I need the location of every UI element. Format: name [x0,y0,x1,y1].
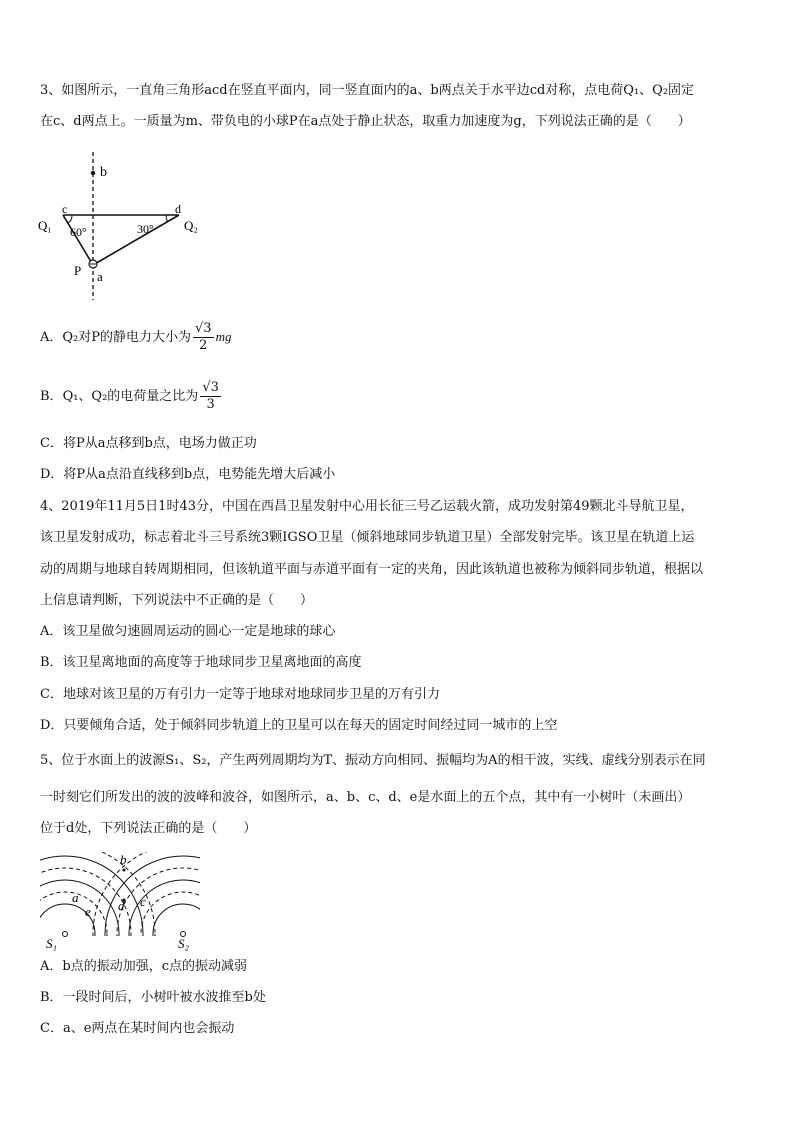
q3-option-a-text: Q₂对P的静电力大小为 [62,330,192,345]
q3-label-q2: Q₂ [184,218,198,233]
q3-label-b: b [100,165,107,180]
q5-source-s1 [63,932,68,937]
q4-option-c[interactable]: C．地球对该卫星的万有引力一定等于地球对地球同步卫星的万有引力 [40,687,440,702]
q4-option-b[interactable]: B．该卫星离地面的高度等于地球同步卫星离地面的高度 [40,655,362,670]
q5-stem-line1: 5、位于水面上的波源S₁、S₂，产生两列周期均为T、振动方向相同、振幅均为A的相干波，实线、虚线分别表示在同 [40,753,706,768]
q3-option-b-prefix: B． [40,389,63,404]
q4-stem-line1: 4、2019年11月5日1时43分，中国在西昌卫星发射中心用长征三号乙运载火箭，成功发射第49颗北斗导航卫星， [40,499,694,514]
q5-label-e: e [85,904,91,919]
q3-option-a-suffix: mg [215,329,232,344]
q4-stem-line3: 动的周期与地球自转周期相同，但该轨道平面与赤道平面有一定的夹角，因此该轨道也被称为倾斜同步轨道，根据以 [40,562,704,577]
q5-option-b[interactable]: B．一段时间后，小树叶被水波推至b处 [40,990,266,1005]
q5-label-s1: S₁ [46,936,58,951]
q3-option-a-denominator: 2 [199,338,208,353]
q5-option-a[interactable]: A．b点的振动加强，c点的振动减弱 [40,959,247,974]
q5-label-d: d [118,898,125,913]
q3-option-a[interactable] [40,320,231,355]
q3-angle-arc-d [166,215,168,222]
q3-option-b-fraction [200,380,221,413]
q3-label-d: d [175,202,181,216]
q3-option-d[interactable]: D．将P从a点沿直线移到b点，电势能先增大后减小 [40,467,336,482]
q3-label-p: P [74,263,82,278]
q3-option-b-text: Q₁、Q₂的电荷量之比为 [62,389,199,404]
q3-point-b [91,171,95,175]
q3-stem-line2: 在c、d两点上。一质量为m、带负电的小球P在a点处于静止状态，取重力加速度为g，下列说法正确的是（ ） [40,114,691,129]
q5-point-b [123,869,126,872]
q3-option-b-numerator: √3 [202,380,219,395]
q4-stem-line2: 该卫星发射成功，标志着北斗三号系统3颗IGSO卫星（倾斜地球同步轨道卫星）全部发射完毕。该卫星在轨道上运 [40,530,695,545]
q3-edge-da [93,215,179,265]
q3-option-c[interactable]: C．将P从a点移到b点，电场力做正功 [40,436,257,451]
q4-stem-line4: 上信息请判断，下列说法中不正确的是（ ） [40,593,314,608]
q3-triangle-figure [36,152,196,302]
q3-option-a-numerator: √3 [195,321,212,336]
q3-option-a-fraction [193,321,214,354]
q5-stem-line2: 一时刻它们所发出的波的波峰和波谷，如图所示，a、b、c、d、e是水面上的五个点，其中有一小树叶（未画出） [40,790,691,805]
q3-edge-ca [63,215,93,265]
q3-option-a-prefix: A． [40,330,63,345]
q4-option-d[interactable]: D．只要倾角合适，处于倾斜同步轨道上的卫星可以在每天的固定时间经过同一城市的上空 [40,718,558,733]
q3-angle-arc-c [68,215,72,223]
q5-label-b: b [120,852,127,867]
q3-label-angle-30: 30° [137,222,154,236]
q5-label-c: c [140,894,146,909]
q3-stem-line1: 3、如图所示，一直角三角形acd在竖直平面内，同一竖直面内的a、b两点关于水平边cd对称，点电荷Q₁、Q₂固定 [40,83,695,98]
q5-stem-line3: 位于d处，下列说法正确的是（ ） [40,821,257,836]
q3-label-angle-60: 60° [70,225,87,239]
q4-option-a[interactable]: A．该卫星做匀速圆周运动的圆心一定是地球的球心 [40,624,336,639]
q5-wave-figure [40,852,200,952]
q5-label-s2: S₂ [178,936,190,951]
q5-option-c[interactable]: C．a、e两点在某时间内也会振动 [40,1021,235,1036]
q3-option-b[interactable] [40,380,223,414]
q3-label-q1: Q₁ [38,218,52,233]
q5-label-a: a [72,890,79,905]
q3-option-b-denominator: 3 [206,397,215,412]
q3-label-a: a [97,269,103,284]
q3-label-c: c [62,202,68,216]
